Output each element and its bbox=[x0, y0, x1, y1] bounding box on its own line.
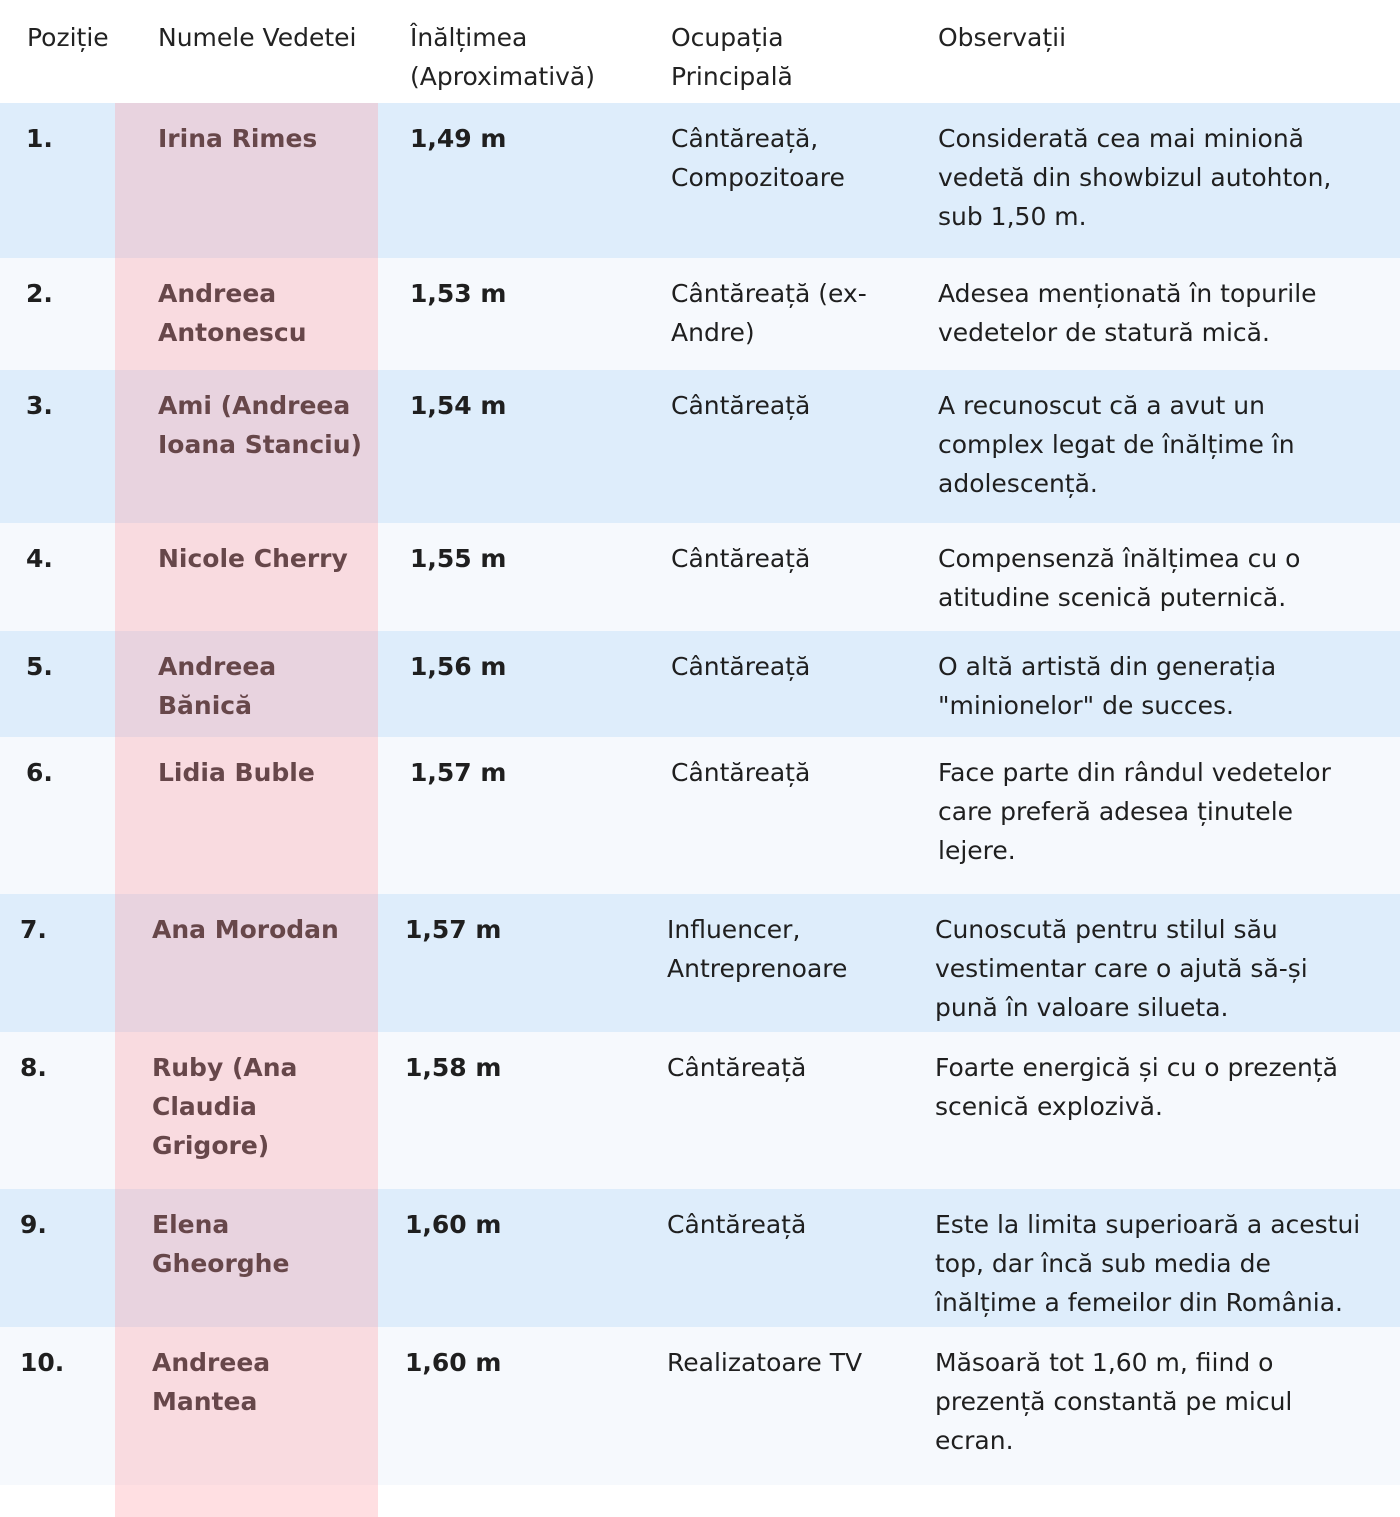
column-header-observations: Observații bbox=[906, 0, 1400, 103]
name-cell: Ana Morodan bbox=[115, 894, 378, 1032]
observations-cell: Foarte energică și cu o prezență scenică explozivă. bbox=[906, 1032, 1400, 1189]
table-row bbox=[0, 631, 1400, 737]
name-cell: Nicole Cherry bbox=[115, 523, 378, 631]
name-cell: Lidia Buble bbox=[115, 737, 378, 894]
name-cell: Andreea Mantea bbox=[115, 1327, 378, 1485]
height-cell: 1,60 m bbox=[378, 1189, 641, 1327]
position-cell: 5. bbox=[0, 631, 115, 737]
occupation-cell: Cântăreață bbox=[641, 370, 906, 523]
observations-cell: Măsoară tot 1,60 m, fiind o prezență constantă pe micul ecran. bbox=[906, 1327, 1400, 1485]
occupation-cell: Cântăreață bbox=[641, 737, 906, 894]
observations-cell: A recunoscut că a avut un complex legat de înălțime în adolescență. bbox=[906, 370, 1400, 523]
height-cell: 1,57 m bbox=[378, 737, 641, 894]
occupation-cell: Influencer, Antreprenoare bbox=[641, 894, 906, 1032]
height-cell: 1,56 m bbox=[378, 631, 641, 737]
column-header-height: Înălțimea (Aproximativă) bbox=[378, 0, 641, 103]
observations-cell: Adesea menționată în topurile vedetelor de statură mică. bbox=[906, 258, 1400, 370]
table-row bbox=[0, 737, 1400, 894]
table-row bbox=[0, 258, 1400, 370]
position-cell: 8. bbox=[0, 1032, 115, 1189]
observations-cell: Este la limita superioară a acestui top, dar încă sub media de înălțime a femeilor din România. bbox=[906, 1189, 1400, 1327]
occupation-cell: Cântăreață bbox=[641, 523, 906, 631]
observations-cell: Considerată cea mai minionă vedetă din showbizul autohton, sub 1,50 m. bbox=[906, 103, 1400, 258]
occupation-cell: Realizatoare TV bbox=[641, 1327, 906, 1485]
height-cell: 1,55 m bbox=[378, 523, 641, 631]
observations-cell: Compensenză înălțimea cu o atitudine scenică puternică. bbox=[906, 523, 1400, 631]
table-row bbox=[0, 894, 1400, 1032]
observations-cell: O altă artistă din generația "minionelor" de succes. bbox=[906, 631, 1400, 737]
position-cell: 9. bbox=[0, 1189, 115, 1327]
position-cell: 10. bbox=[0, 1327, 115, 1485]
name-cell: Irina Rimes bbox=[115, 103, 378, 258]
position-cell: 4. bbox=[0, 523, 115, 631]
table-row bbox=[0, 523, 1400, 631]
table-row bbox=[0, 370, 1400, 523]
occupation-cell: Cântăreață, Compozitoare bbox=[641, 103, 906, 258]
position-cell: 3. bbox=[0, 370, 115, 523]
height-cell: 1,58 m bbox=[378, 1032, 641, 1189]
height-cell: 1,57 m bbox=[378, 894, 641, 1032]
column-header-position: Poziție bbox=[0, 0, 115, 103]
table-row bbox=[0, 103, 1400, 258]
observations-cell: Cunoscută pentru stilul său vestimentar care o ajută să-și pună în valoare silueta. bbox=[906, 894, 1400, 1032]
position-cell: 6. bbox=[0, 737, 115, 894]
table-row bbox=[0, 1032, 1400, 1189]
occupation-cell: Cântăreață bbox=[641, 1032, 906, 1189]
observations-cell: Face parte din rândul vedetelor care preferă adesea ținutele lejere. bbox=[906, 737, 1400, 894]
column-header-occupation: Ocupația Principală bbox=[641, 0, 906, 103]
occupation-cell: Cântăreață bbox=[641, 1189, 906, 1327]
name-cell: Ami (Andreea Ioana Stanciu) bbox=[115, 370, 378, 523]
position-cell: 1. bbox=[0, 103, 115, 258]
name-cell: Andreea Antonescu bbox=[115, 258, 378, 370]
table-header-row bbox=[0, 0, 1400, 103]
height-cell: 1,49 m bbox=[378, 103, 641, 258]
table-row bbox=[0, 1189, 1400, 1327]
height-cell: 1,53 m bbox=[378, 258, 641, 370]
position-cell: 2. bbox=[0, 258, 115, 370]
column-header-name: Numele Vedetei bbox=[115, 0, 378, 103]
position-cell: 7. bbox=[0, 894, 115, 1032]
name-cell: Ruby (Ana Claudia Grigore) bbox=[115, 1032, 378, 1189]
occupation-cell: Cântăreață (ex-Andre) bbox=[641, 258, 906, 370]
occupation-cell: Cântăreață bbox=[641, 631, 906, 737]
height-cell: 1,60 m bbox=[378, 1327, 641, 1485]
name-cell: Elena Gheorghe bbox=[115, 1189, 378, 1327]
name-cell: Andreea Bănică bbox=[115, 631, 378, 737]
height-cell: 1,54 m bbox=[378, 370, 641, 523]
table-row bbox=[0, 1327, 1400, 1485]
